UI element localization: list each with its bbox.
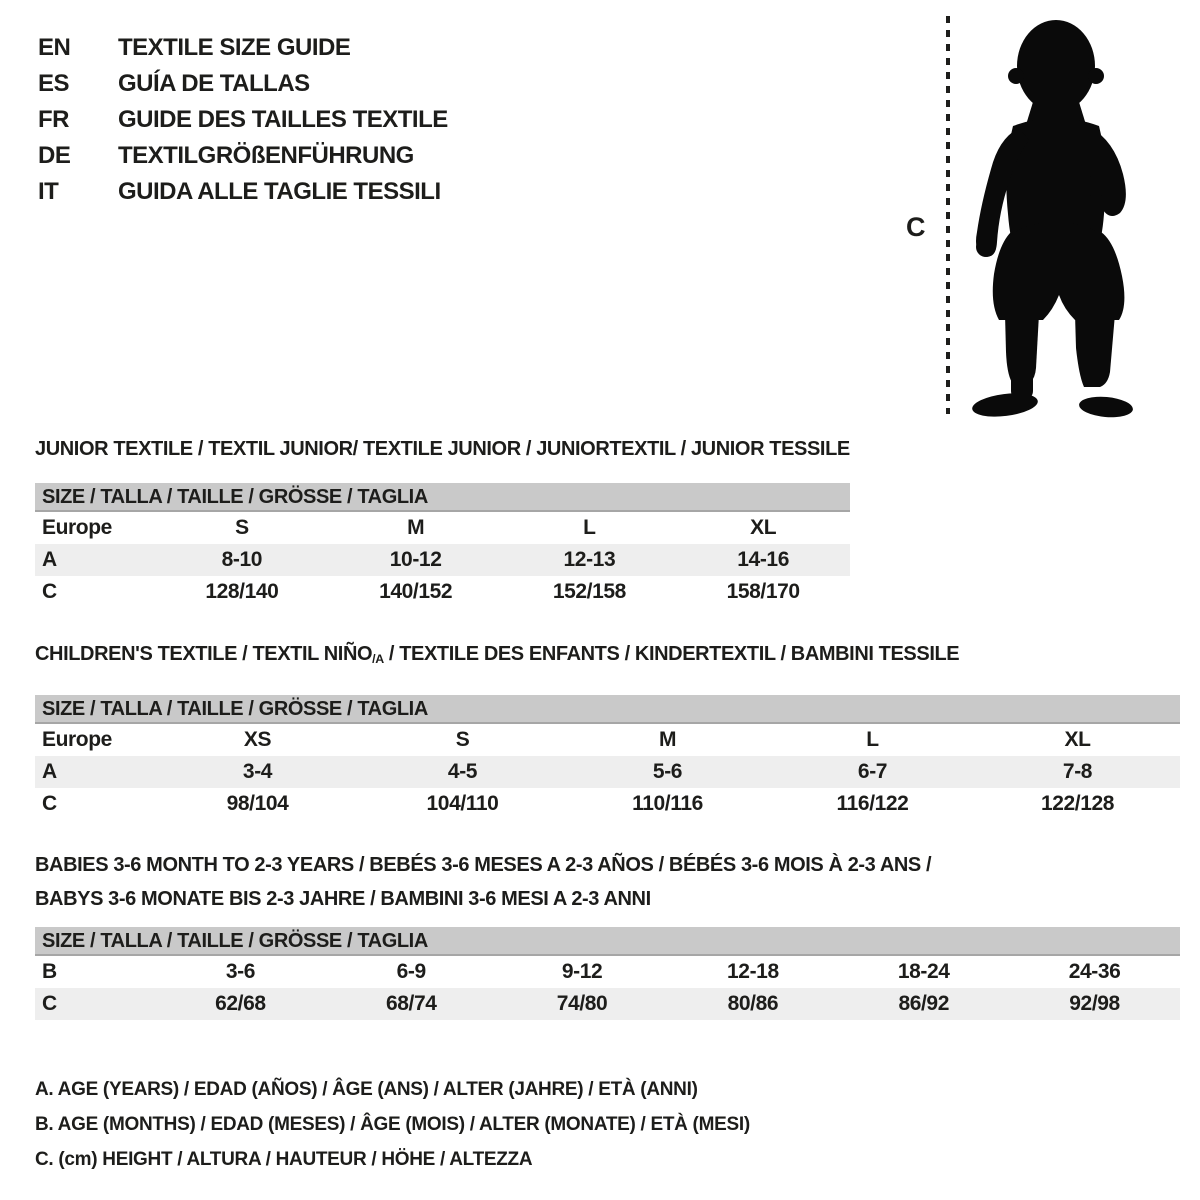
table-title-text: JUNIOR TEXTILE / TEXTIL JUNIOR/ TEXTILE JUNIOR / JUNIORTEXTIL / JUNIOR TESSILE — [35, 438, 850, 460]
language-title: TEXTILE SIZE GUIDE — [118, 34, 351, 61]
language-row — [38, 30, 448, 66]
language-code: EN — [38, 34, 71, 61]
height-measure-dashed-line — [946, 16, 950, 414]
row-value: 14-16 — [737, 548, 789, 571]
row-value: 74/80 — [556, 992, 608, 1015]
height-measure-label: C — [906, 212, 926, 242]
row-value: 158/170 — [726, 580, 800, 603]
language-row — [38, 138, 448, 174]
language-code: DE — [38, 142, 71, 169]
junior-textile-table — [35, 437, 850, 608]
toddler-silhouette-icon — [963, 14, 1143, 419]
legend-line: B. AGE (MONTHS) / EDAD (MESES) / ÂGE (MOIS) / ALTER (MONATE) / ETÀ (MESI) — [35, 1114, 750, 1135]
size-header-text: SIZE / TALLA / TAILLE / GRÖSSE / TAGLIA — [42, 486, 428, 508]
table-row — [35, 576, 850, 608]
row-value: 152/158 — [552, 580, 626, 603]
table-title-line — [35, 882, 1180, 916]
childrens-textile-table — [35, 642, 1180, 820]
row-value: 5-6 — [652, 760, 683, 784]
size-header-text: SIZE / TALLA / TAILLE / GRÖSSE / TAGLIA — [42, 698, 428, 721]
language-title: TEXTILGRÖßENFÜHRUNG — [118, 142, 414, 169]
table-title — [35, 848, 1180, 916]
row-value: M — [658, 728, 677, 752]
language-title: GUÍA DE TALLAS — [118, 70, 310, 97]
legend-line: A. AGE (YEARS) / EDAD (AÑOS) / ÂGE (ANS) / ALTER (JAHRE) / ETÀ (ANNI) — [35, 1079, 698, 1100]
row-value: 3-4 — [242, 760, 273, 784]
table-title-line — [35, 437, 850, 461]
measurement-legend — [35, 1072, 750, 1177]
row-value: 18-24 — [897, 960, 950, 983]
table-row — [35, 724, 1180, 756]
row-value: 116/122 — [836, 792, 909, 816]
row-value: L — [866, 728, 879, 752]
row-label: B — [42, 960, 57, 983]
row-value: 4-5 — [447, 760, 478, 784]
row-value: 12-18 — [727, 960, 779, 983]
table-row — [35, 544, 850, 576]
table-title-text: / TEXTILE DES ENFANTS / KINDERTEXTIL / BAMBINI TESSILE — [383, 643, 960, 665]
row-value: 68/74 — [385, 992, 437, 1015]
size-header-bar — [35, 927, 1180, 956]
row-value: XS — [243, 728, 272, 752]
table-row — [35, 756, 1180, 788]
row-label: Europe — [42, 516, 112, 539]
row-value: 3-6 — [225, 960, 255, 983]
language-row — [38, 174, 448, 210]
table-title-text: BABIES 3-6 MONTH TO 2-3 YEARS / BEBÉS 3-6 MESES A 2-3 AÑOS / BÉBÉS 3-6 MOIS À 2-3 ANS / — [35, 854, 932, 876]
language-code: IT — [38, 178, 59, 205]
row-value: 6-7 — [857, 760, 888, 784]
language-row — [38, 66, 448, 102]
row-value: 7-8 — [1062, 760, 1093, 784]
row-value: 128/140 — [205, 580, 279, 603]
table-title-line — [35, 642, 1180, 671]
row-value: 62/68 — [215, 992, 266, 1015]
row-value: S — [235, 516, 249, 539]
row-value: 8-10 — [221, 548, 263, 571]
table-title — [35, 642, 1180, 671]
row-value: 98/104 — [226, 792, 289, 816]
language-title-list — [38, 30, 448, 210]
row-value: 24-36 — [1068, 960, 1121, 983]
table-title-text: BABYS 3-6 MONATE BIS 2-3 JAHRE / BAMBINI 3-6 MESI A 2-3 ANNI — [35, 888, 651, 910]
row-value: 80/86 — [727, 992, 779, 1015]
table-row — [35, 512, 850, 544]
row-value: 12-13 — [563, 548, 616, 571]
table-title-line — [35, 848, 1180, 882]
size-header-text: SIZE / TALLA / TAILLE / GRÖSSE / TAGLIA — [42, 930, 428, 952]
row-value: 122/128 — [1040, 792, 1115, 816]
language-code: FR — [38, 106, 69, 133]
table-title-text: CHILDREN'S TEXTILE / TEXTIL NIÑO — [35, 643, 373, 665]
row-label: C — [42, 580, 57, 603]
babies-textile-table — [35, 848, 1180, 1020]
row-value: XL — [750, 516, 777, 539]
row-value: S — [455, 728, 470, 752]
row-label: C — [42, 792, 57, 816]
row-label: Europe — [42, 728, 112, 752]
language-row — [38, 102, 448, 138]
table-title — [35, 437, 850, 461]
row-value: 92/98 — [1069, 992, 1120, 1015]
size-header-bar — [35, 695, 1180, 724]
size-header-bar — [35, 483, 850, 512]
language-title: GUIDE DES TAILLES TEXTILE — [118, 106, 448, 133]
row-value: 86/92 — [898, 992, 949, 1015]
language-title: GUIDA ALLE TAGLIE TESSILI — [118, 178, 441, 205]
table-title-text: /A — [372, 652, 384, 667]
row-value: 110/116 — [632, 792, 703, 816]
legend-line: C. (cm) HEIGHT / ALTURA / HAUTEUR / HÖHE / ALTEZZA — [35, 1149, 533, 1170]
row-value: 6-9 — [396, 960, 426, 983]
table-row — [35, 956, 1180, 988]
row-value: 10-12 — [389, 548, 442, 571]
row-value: L — [583, 516, 596, 539]
row-value: M — [407, 516, 425, 539]
row-value: 104/110 — [426, 792, 499, 816]
language-code: ES — [38, 70, 70, 97]
row-value: XL — [1064, 728, 1091, 752]
row-value: 9-12 — [561, 960, 603, 983]
row-value: 140/152 — [379, 580, 453, 603]
row-label: A — [42, 760, 57, 784]
row-label: C — [42, 992, 57, 1015]
table-row — [35, 988, 1180, 1020]
row-label: A — [42, 548, 57, 571]
table-row — [35, 788, 1180, 820]
